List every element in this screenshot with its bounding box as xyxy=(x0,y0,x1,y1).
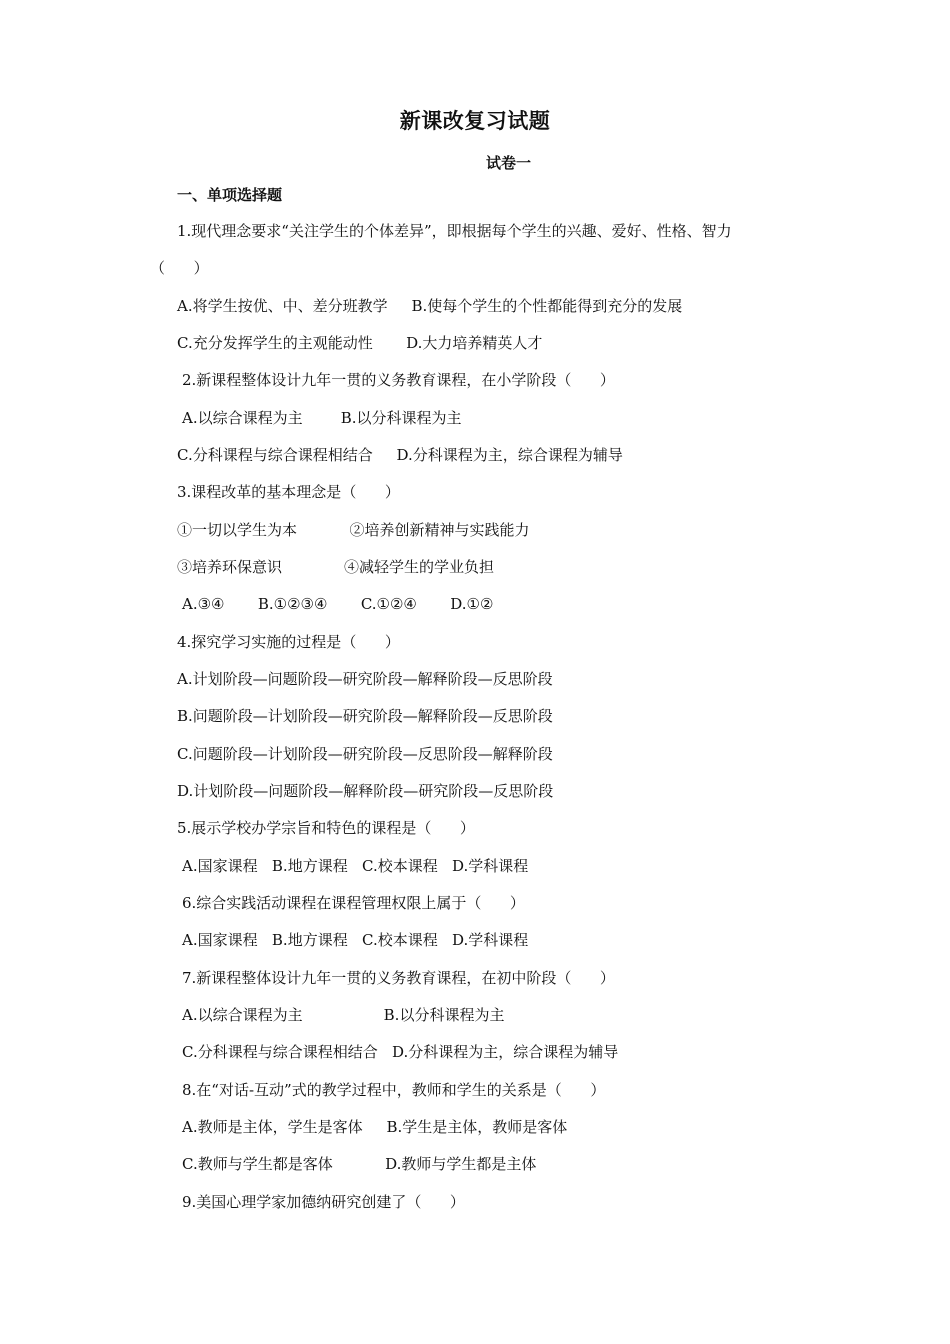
question-5-stem: 5.展示学校办学宗旨和特色的课程是（ ） xyxy=(177,819,475,837)
question-9-stem: 9.美国心理学家加德纳研究创建了（ ） xyxy=(182,1193,465,1211)
question-5-options: A.国家课程 B.地方课程 C.校本课程 D.学科课程 xyxy=(182,857,529,875)
document-title: 新课改复习试题 xyxy=(399,109,551,133)
question-2-options-cd: C.分科课程与综合课程相结合 D.分科课程为主，综合课程为辅导 xyxy=(177,446,623,464)
section-heading: 一、单项选择题 xyxy=(177,186,283,204)
question-3-items-12: ①一切以学生为本 ②培养创新精神与实践能力 xyxy=(177,521,530,539)
question-8-options-ab: A.教师是主体，学生是客体 B.学生是主体，教师是客体 xyxy=(182,1118,568,1136)
question-4-stem: 4.探究学习实施的过程是（ ） xyxy=(177,633,400,651)
question-1-options-ab: A.将学生按优、中、差分班教学 B.使每个学生的个性都能得到充分的发展 xyxy=(177,297,683,315)
question-8-stem: 8.在“对话-互动”式的教学过程中，教师和学生的关系是（ ） xyxy=(182,1081,606,1099)
question-6-stem: 6.综合实践活动课程在课程管理权限上属于（ ） xyxy=(182,894,525,912)
question-6-options: A.国家课程 B.地方课程 C.校本课程 D.学科课程 xyxy=(182,931,529,949)
question-3-stem: 3.课程改革的基本理念是（ ） xyxy=(177,483,400,501)
question-1-blank: （ ） xyxy=(150,259,209,277)
question-3-options: A.③④ B.①②③④ C.①②④ D.①② xyxy=(182,595,494,613)
question-1-options-cd: C.充分发挥学生的主观能动性 D.大力培养精英人才 xyxy=(177,334,543,352)
question-2-options-ab: A.以综合课程为主 B.以分科课程为主 xyxy=(182,409,462,427)
question-7-options-cd: C.分科课程与综合课程相结合 D.分科课程为主，综合课程为辅导 xyxy=(182,1043,619,1061)
question-7-stem: 7.新课程整体设计九年一贯的义务教育课程，在初中阶段（ ） xyxy=(182,969,615,987)
question-3-items-34: ③培养环保意识 ④减轻学生的学业负担 xyxy=(177,558,494,576)
question-7-options-ab: A.以综合课程为主 B.以分科课程为主 xyxy=(182,1006,505,1024)
question-2-stem: 2.新课程整体设计九年一贯的义务教育课程，在小学阶段（ ） xyxy=(182,371,615,389)
question-4-option-d: D.计划阶段—问题阶段—解释阶段—研究阶段—反思阶段 xyxy=(177,782,554,800)
question-8-options-cd: C.教师与学生都是客体 D.教师与学生都是主体 xyxy=(182,1155,537,1173)
question-4-option-b: B.问题阶段—计划阶段—研究阶段—解释阶段—反思阶段 xyxy=(177,707,553,725)
question-4-option-a: A.计划阶段—问题阶段—研究阶段—解释阶段—反思阶段 xyxy=(177,670,553,688)
document-subtitle: 试卷一 xyxy=(486,154,532,172)
question-1-stem: 1.现代理念要求“关注学生的个体差异”，即根据每个学生的兴趣、爱好、性格、智力 xyxy=(177,222,732,240)
question-4-option-c: C.问题阶段—计划阶段—研究阶段—反思阶段—解释阶段 xyxy=(177,745,553,763)
